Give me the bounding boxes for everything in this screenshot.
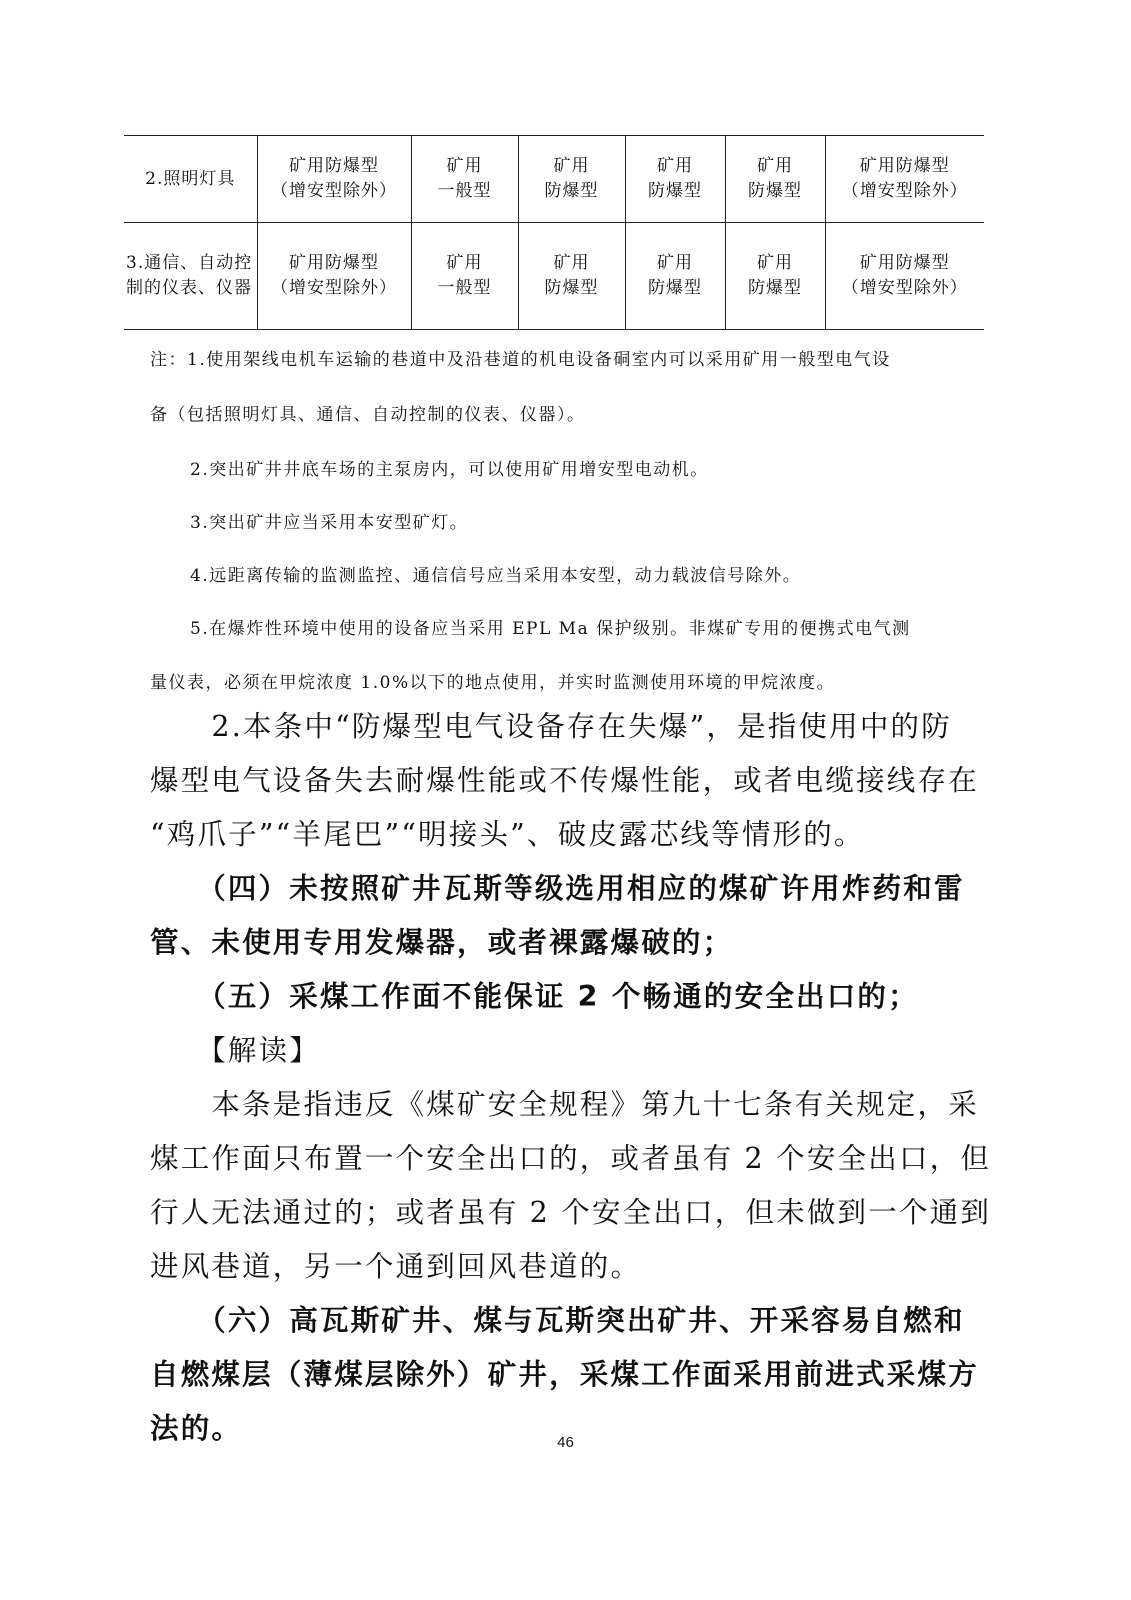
body-line: “鸡爪子”“羊尾巴”“明接头”、破皮露芯线等情形的。 [150, 818, 865, 851]
table-cell: 矿用 一般型 [411, 223, 518, 330]
row-label: 3.通信、自动控 制的仪表、仪器 [124, 223, 257, 330]
page-number: 46 [557, 1434, 574, 1451]
table-row [124, 223, 984, 330]
body-line: 管、未使用专用发爆器，或者裸露爆破的； [150, 926, 734, 959]
table-cell: 矿用 防爆型 [518, 223, 625, 330]
note-line: 备（包括照明灯具、通信、自动控制的仪表、仪器）。 [150, 405, 586, 425]
body-line: （四）未按照矿井瓦斯等级选用相应的煤矿许用炸药和雷 [150, 872, 965, 905]
table-cell: 矿用防爆型 （增安型除外） [825, 223, 984, 330]
note-line: 2.突出矿井井底车场的主泵房内，可以使用矿用增安型电动机。 [190, 460, 709, 480]
table-cell: 矿用 防爆型 [625, 223, 725, 330]
body-line: 煤工作面只布置一个安全出口的，或者虽有 2 个安全出口，但 [150, 1142, 992, 1175]
note-line: 5.在爆炸性环境中使用的设备应当采用 EPL Ma 保护级别。非煤矿专用的便携式电气测 [190, 619, 911, 639]
table-cell: 矿用 防爆型 [725, 223, 825, 330]
body-line: 行人无法通过的；或者虽有 2 个安全出口，但未做到一个通到 [150, 1196, 992, 1229]
table-cell: 矿用 防爆型 [725, 136, 825, 223]
note-line: 量仪表，必须在甲烷浓度 1.0%以下的地点使用，并实时监测使用环境的甲烷浓度。 [150, 673, 836, 693]
table-cell: 矿用 防爆型 [518, 136, 625, 223]
table-cell: 矿用 一般型 [411, 136, 518, 223]
body-line: 爆型电气设备失去耐爆性能或不传爆性能，或者电缆接线存在 [150, 764, 979, 797]
body-line: 本条是指违反《煤矿安全规程》第九十七条有关规定，采 [150, 1088, 979, 1121]
table-cell: 矿用 防爆型 [625, 136, 725, 223]
body-line: 进风巷道，另一个通到回风巷道的。 [150, 1250, 642, 1283]
body-line: 法的。 [150, 1412, 243, 1445]
table-cell: 矿用防爆型 （增安型除外） [257, 223, 411, 330]
note-line: 注：1.使用架线电机车运输的巷道中及沿巷道的机电设备硐室内可以采用矿用一般型电气设 [150, 350, 891, 370]
body-line: 自燃煤层（薄煤层除外）矿井，采煤工作面采用前进式采煤方 [150, 1358, 979, 1391]
table-row [124, 136, 984, 223]
equipment-table [124, 135, 984, 330]
note-line: 3.突出矿井应当采用本安型矿灯。 [190, 513, 469, 533]
body-line: （五）采煤工作面不能保证 2 个畅通的安全出口的； [150, 980, 919, 1013]
body-line: （六）高瓦斯矿井、煤与瓦斯突出矿井、开采容易自燃和 [150, 1304, 965, 1337]
table-cell: 矿用防爆型 （增安型除外） [257, 136, 411, 223]
note-line: 4.远距离传输的监测监控、通信信号应当采用本安型，动力载波信号除外。 [190, 566, 802, 586]
body-text [150, 700, 992, 1456]
body-line: 【解读】 [150, 1034, 320, 1067]
body-line: 2.本条中“防爆型电气设备存在失爆”，是指使用中的防 [150, 710, 952, 743]
row-label: 2.照明灯具 [145, 168, 236, 189]
table-cell: 矿用防爆型 （增安型除外） [825, 136, 984, 223]
